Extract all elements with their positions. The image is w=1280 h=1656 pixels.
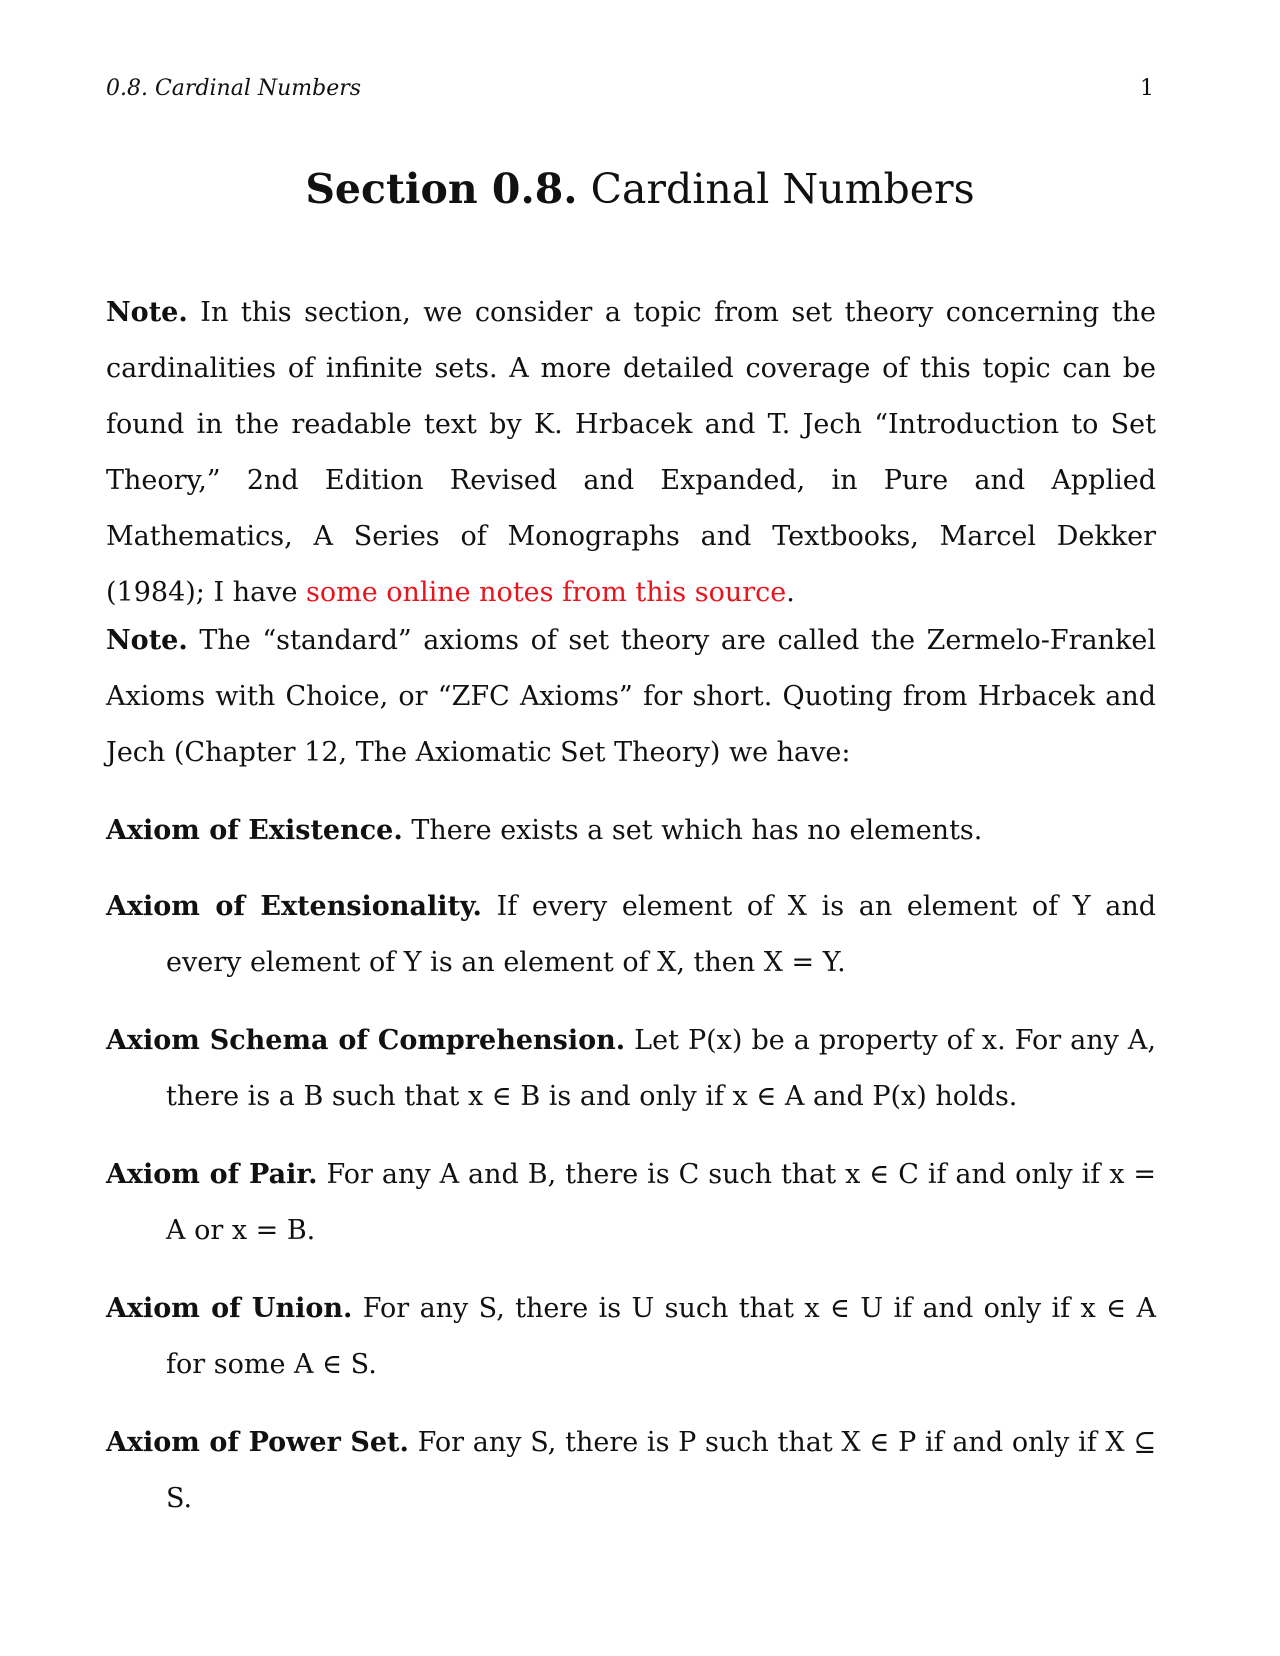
axiom-pair [106, 1147, 1156, 1259]
axiom-text: Let P(x) be a property of x. For any A, there is a B such that x ∈ B is and only if x ∈ A and P(x) holds. [166, 1025, 1156, 1112]
axiom-text: There exists a set which has no elements. [411, 815, 983, 846]
axiom-comprehension [106, 1013, 1156, 1125]
axiom-name: Axiom of Union. [106, 1293, 353, 1324]
page-number: 1 [1140, 76, 1154, 101]
note-end: . [786, 577, 795, 608]
running-header [106, 76, 1154, 101]
axiom-existence [106, 803, 1156, 859]
note-text: The “standard” axioms of set theory are called the Zermelo-Frankel Axioms with Choice, or “ZFC Axioms” for short. Quoting from Hrbacek and Jech (Chapter 12, The Axiomatic Set Theory) we have: [106, 625, 1156, 768]
axiom-name: Axiom Schema of Comprehension. [106, 1025, 626, 1056]
note-paragraph-2 [106, 613, 1156, 781]
axiom-union [106, 1281, 1156, 1393]
axiom-power-set [106, 1415, 1156, 1527]
note-label: Note. [106, 297, 188, 328]
section-title: Cardinal Numbers [590, 165, 975, 214]
axiom-text: If every element of X is an element of Y and every element of Y is an element of X, then X = Y. [166, 891, 1156, 978]
axiom-name: Axiom of Pair. [106, 1159, 318, 1190]
section-label: Section 0.8. [305, 165, 578, 214]
axiom-extensionality [106, 879, 1156, 991]
axiom-name: Axiom of Extensionality. [106, 891, 482, 922]
page-title [0, 165, 1280, 213]
axiom-text: For any S, there is P such that X ∈ P if and only if X ⊆ S. [166, 1427, 1156, 1514]
note-text: In this section, we consider a topic from set theory concerning the cardinalities of infinite sets. A more detailed coverage of this topic can be found in the readable text by K. Hrbacek and T. Jech “Introduction to Set Theory,” 2nd Edition Revised and Expanded, in Pure and Applied Mathematics, A Series of Monographs and Textbooks, Marcel Dekker (1984); I have [106, 297, 1156, 608]
axiom-text: For any S, there is U such that x ∈ U if and only if x ∈ A for some A ∈ S. [166, 1293, 1156, 1380]
axiom-name: Axiom of Existence. [106, 815, 403, 846]
note-label: Note. [106, 625, 188, 656]
note-paragraph-1 [106, 285, 1156, 621]
online-notes-link[interactable]: some online notes from this source [306, 577, 787, 608]
running-header-title: 0.8. Cardinal Numbers [106, 76, 362, 101]
axiom-text: For any A and B, there is C such that x ∈ C if and only if x = A or x = B. [166, 1159, 1156, 1246]
axiom-name: Axiom of Power Set. [106, 1427, 409, 1458]
